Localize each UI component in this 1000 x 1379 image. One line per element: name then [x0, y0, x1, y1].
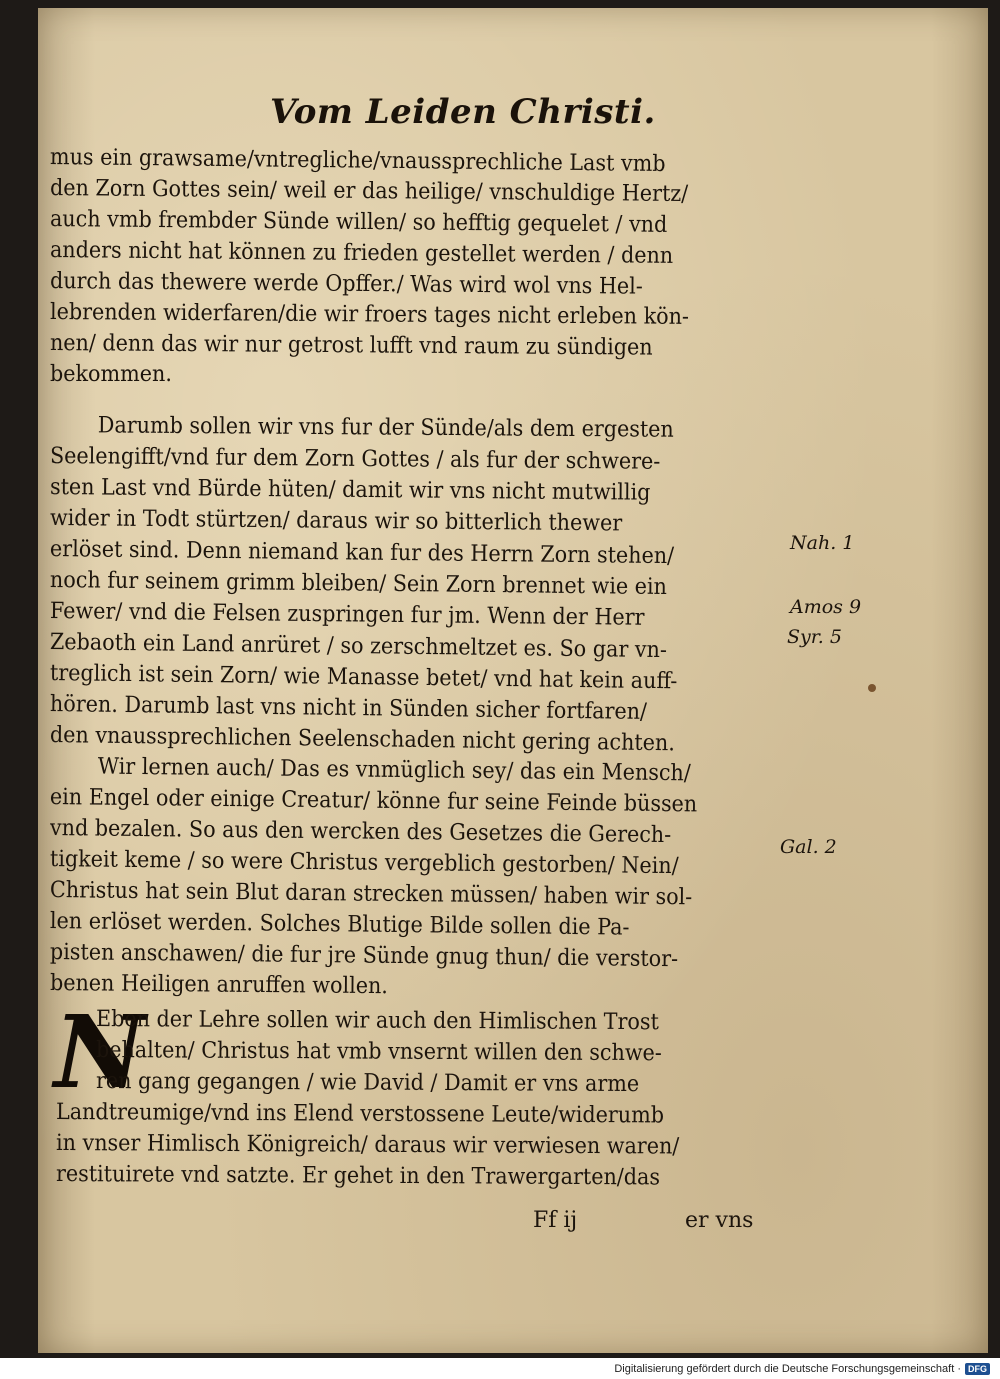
body-text	[50, 142, 820, 999]
text-line: restituirete vnd satzte. Er gehet in den Trawergarten/das	[55, 1161, 661, 1191]
text-line: erlöset sind. Denn niemand kan fur des Herrn Zorn stehen/	[49, 536, 675, 570]
catchword: er vns	[685, 1208, 754, 1233]
text-line: Fewer/ vnd die Felsen zuspringen fur jm. Wenn der Herr	[49, 598, 645, 631]
drop-capital: N	[54, 993, 146, 1111]
text-line: mus ein grawsame/vntregliche/vnaussprechliche Last vmb	[49, 144, 666, 178]
dropcap-paragraph-start	[96, 1004, 776, 1097]
text-line: hören. Darumb last vns nicht in Sünden sicher fortfaren/	[49, 691, 648, 725]
text-line: den Zorn Gottes sein/ weil er das heilige/ vnschuldige Hertz/	[49, 175, 689, 208]
text-line: noch fur seinem grimm bleiben/ Sein Zorn brennet wie ein	[49, 567, 668, 601]
marginal-note-gal: Gal. 2	[780, 836, 837, 858]
text-line: den vnaussprechlichen Seelenschaden nicht gering achten.	[49, 722, 676, 757]
text-line: vnd bezalen. So aus den wercken des Gesetzes die Gerech-	[49, 815, 672, 849]
signature-mark: Ff ij	[533, 1208, 578, 1233]
running-title: Vom Leiden Christi.	[270, 92, 656, 132]
text-line: lebrenden widerfaren/die wir froers tages nicht erleben kön-	[49, 299, 690, 330]
marginal-note-nah: Nah. 1	[790, 532, 855, 554]
footer-credit: Digitalisierung gefördert durch die Deutsche Forschungsgemeinschaft ·	[614, 1362, 961, 1375]
text-line: in vnser Himlisch Königreich/ daraus wir verwiesen waren/	[55, 1130, 680, 1160]
text-line: Eben der Lehre sollen wir auch den Himlischen Trost	[95, 1006, 659, 1036]
text-line: sten Last vnd Bürde hüten/ damit wir vns nicht mutwillig	[49, 474, 651, 506]
marginal-note-syr: Syr. 5	[787, 626, 842, 648]
marginal-note-amos: Amos 9	[790, 596, 862, 618]
text-line: behalten/ Christus hat vmb vnsernt willen den schwe-	[95, 1037, 662, 1067]
text-line: durch das thewere werde Opffer./ Was wird wol vns Hel-	[49, 268, 643, 300]
text-line: ren gang gegangen / wie David / Damit er vns arme	[95, 1068, 640, 1098]
text-line: treglich ist sein Zorn/ wie Manasse betet/ vnd hat kein auff-	[49, 660, 678, 695]
text-line: nen/ denn das wir nur getrost lufft vnd raum zu sündigen	[49, 330, 653, 361]
paper-stain	[868, 684, 876, 692]
text-line: tigkeit keme / so were Christus vergeblich gestorben/ Nein/	[49, 846, 679, 880]
dropcap-paragraph-rest	[56, 1097, 776, 1190]
text-line: pisten anschawen/ die fur jre Sünde gnug thun/ die verstor-	[49, 939, 679, 973]
text-line: Zebaoth ein Land anrüret / so zerschmeltzet es. So gar vn-	[49, 629, 668, 664]
text-line: ein Engel oder einige Creatur/ könne fur seine Feinde büssen	[49, 784, 698, 818]
text-line: len erlöset werden. Solches Blutige Bilde sollen die Pa-	[49, 908, 630, 941]
text-line: benen Heiligen anruffen wollen.	[49, 970, 389, 1000]
text-line: anders nicht hat können zu frieden gestellet werden / denn	[49, 237, 674, 269]
text-line: auch vmb frembder Sünde willen/ so hefftig gequelet / vnd	[49, 206, 668, 238]
text-line: Wir lernen auch/ Das es vnmüglich sey/ das ein Mensch/	[97, 753, 691, 787]
digitization-footer	[0, 1358, 1000, 1379]
text-line: Christus hat sein Blut daran strecken müssen/ haben wir sol-	[49, 877, 693, 911]
text-line: Seelengifft/vnd fur dem Zorn Gottes / als fur der schwere-	[49, 443, 661, 475]
text-line: bekommen.	[50, 361, 172, 387]
text-line: Darumb sollen wir vns fur der Sünde/als dem ergesten	[97, 412, 674, 443]
dfg-logo-icon: DFG	[965, 1363, 990, 1375]
text-line: wider in Todt stürtzen/ daraus wir so bitterlich thewer	[49, 505, 623, 537]
text-line: Landtreumige/vnd ins Elend verstossene Leute/widerumb	[55, 1099, 665, 1129]
